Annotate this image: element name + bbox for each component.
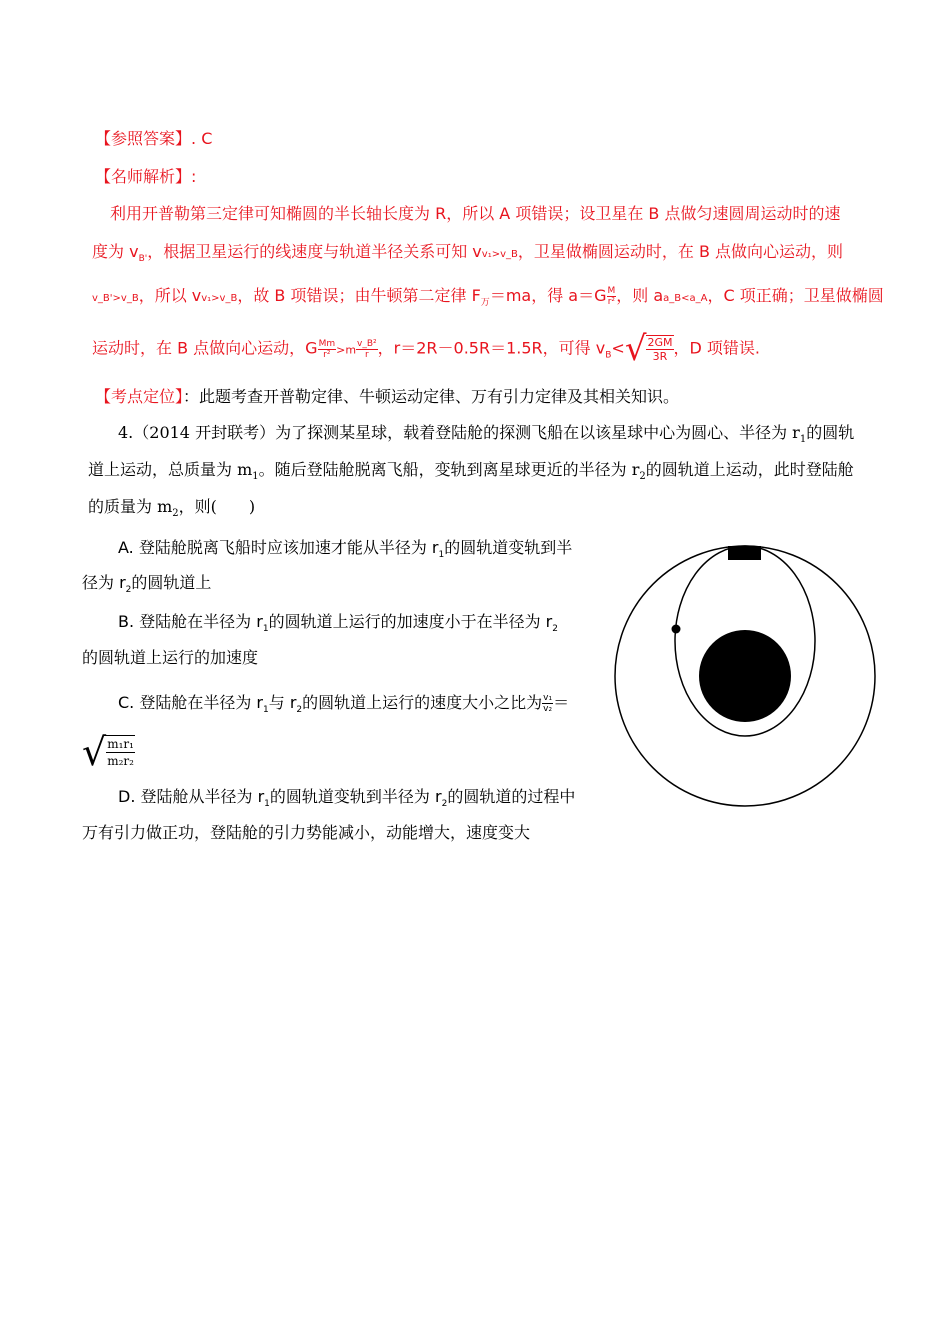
- question-line-2-end: 。随后登陆舱脱离飞船，变轨到离星球更近的半径为 r: [258, 460, 640, 479]
- analysis-line-2-b: ，根据卫星运行的线速度与轨道半径关系可知 v: [147, 242, 482, 261]
- option-c-text: C. 登陆舱在半径为 r: [118, 693, 264, 712]
- keypoint-line: [95, 386, 679, 408]
- question-line-3-text: 的质量为 m: [88, 497, 173, 516]
- option-d-line-2-text: 万有引力做正功，登陆舱的引力势能减小，动能增大，速度变大: [82, 823, 531, 842]
- frac-den: r²: [323, 349, 331, 360]
- option-a-line-2-text: 径为 r: [82, 573, 126, 592]
- r2-sub: 2: [296, 705, 303, 716]
- analysis-line-4-a: 运动时，在 B 点做向心运动，G: [92, 338, 318, 358]
- question-line-2-end2: 的圆轨道上运动，此时登陆舱: [645, 460, 854, 479]
- question-line-2: [88, 459, 854, 488]
- answer-value: . C: [191, 129, 213, 148]
- gt-m: >m: [336, 343, 357, 357]
- r1-sub: 1: [799, 434, 807, 446]
- frac-den: r²: [607, 297, 616, 307]
- frac-num: M: [607, 286, 616, 296]
- frac-den: r: [365, 349, 369, 360]
- frac-num: 2GM: [647, 336, 673, 349]
- aB-lt-aA: a_B<a_A: [663, 293, 708, 304]
- equals-sign: ＝: [553, 693, 570, 712]
- question-line-1-end: 的圆轨: [806, 423, 855, 442]
- vB-prime-sub: B': [138, 254, 148, 265]
- orbit-diagram: [610, 540, 882, 812]
- option-b-text: B. 登陆舱在半径为 r: [118, 612, 263, 631]
- m1-sub: 1: [252, 471, 259, 483]
- F-sub: 万: [480, 298, 490, 309]
- analysis-line-4-b: ，r＝2R－0.5R＝1.5R，可得 v: [377, 338, 606, 358]
- sqrt-m1r1-m2r2: [82, 730, 135, 774]
- option-c-end: 的圆轨道上运行的速度大小之比为: [302, 693, 543, 712]
- analysis-line-3-a: ，所以 v: [138, 286, 202, 305]
- question-line-3: [88, 496, 255, 525]
- frac-num: m₁r₁: [107, 737, 134, 751]
- frac-den: v₂: [543, 704, 553, 714]
- analysis-line-3: [92, 285, 884, 314]
- option-c-sqrt: [82, 730, 135, 774]
- analysis-line-2-c: ，卫星做椭圆运动时，在 B 点做向心运动，则: [517, 242, 844, 261]
- analysis-line-3-c: ＝ma，得 a＝G: [489, 286, 607, 305]
- r2-sub: 2: [639, 471, 646, 483]
- sqrt-2GM-3R: [624, 329, 674, 369]
- frac-den: 3R: [652, 350, 668, 363]
- question-line-1: [118, 422, 854, 451]
- option-d-text: D. 登陆舱从半径为 r: [118, 787, 265, 806]
- option-b-line-2-text: 的圆轨道上运行的加速度: [82, 648, 259, 667]
- r2-sub: 2: [441, 799, 448, 810]
- option-c-line-1[interactable]: [118, 692, 569, 721]
- option-d-mid: 的圆轨道变轨到半径为 r: [269, 787, 442, 806]
- option-d-line-2: [82, 822, 530, 844]
- lt-sign: <: [611, 338, 625, 358]
- analysis-line-2: [92, 241, 843, 270]
- frac-num: v₁: [543, 693, 553, 703]
- m2-sub: 2: [172, 508, 179, 520]
- question-line-3-end: ，则( ): [178, 497, 256, 516]
- keypoint-text: ：此题考查开普勒定律、牛顿运动定律、万有引力定律及其相关知识。: [183, 387, 680, 406]
- analysis-line-4: [92, 329, 760, 369]
- r1-sub: 1: [263, 705, 269, 716]
- Mm-over-r2-fraction: [318, 339, 337, 360]
- keypoint-tag: 【考点定位】: [95, 387, 184, 406]
- spacecraft: [728, 546, 761, 560]
- analysis-tag: 【名师解析】: [95, 167, 192, 186]
- vB-sub: B: [605, 350, 612, 361]
- analysis-line-4-c: ，D 项错误.: [673, 338, 760, 358]
- analysis-line-2-a: 度为 v: [92, 242, 139, 261]
- option-a-line-2: [82, 572, 211, 601]
- r1-sub: 1: [264, 799, 270, 810]
- frac-num: Mm: [318, 338, 336, 349]
- frac-den: m₂r₂: [107, 754, 134, 768]
- option-c-mid: 与 r: [268, 693, 297, 712]
- r1-sub: 1: [438, 550, 445, 561]
- question-line-2-text: 道上运动，总质量为 m: [88, 460, 253, 479]
- vB2-over-r-fraction: [356, 339, 378, 360]
- question-line-1-text: 4.（2014 开封联考）为了探测某星球，载着登陆舱的探测飞船在以该星球中心为圆心、半径为 r: [118, 423, 800, 442]
- answer-line: [95, 128, 212, 150]
- v1-gt-vB-2: v₁>v_B: [201, 293, 238, 304]
- analysis-line-3-d: ，则 a: [616, 286, 664, 305]
- vB-prime-gt-vB: v_B'>v_B: [92, 293, 139, 304]
- analysis-line-3-b: ，故 B 项错误；由牛顿第二定律 F: [237, 286, 481, 305]
- radical-icon: √: [624, 329, 647, 369]
- analysis-line-3-e: ，C 项正确；卫星做椭圆: [707, 286, 884, 305]
- r2-sub: 2: [552, 624, 558, 635]
- option-d-end: 的圆轨道的过程中: [447, 787, 576, 806]
- r2-sub: 2: [125, 585, 132, 596]
- option-b-line-2: [82, 647, 258, 669]
- r1-sub: 1: [262, 624, 269, 635]
- radical-icon: √: [82, 730, 107, 774]
- option-d-line-1[interactable]: [118, 786, 575, 815]
- analysis-line-1: [110, 203, 840, 225]
- v1-gt-vB: v₁>v_B: [481, 249, 518, 260]
- lander-dot: [672, 625, 681, 634]
- option-a-line-1[interactable]: [118, 537, 572, 566]
- analysis-line-1-text: 利用开普勒第三定律可知椭圆的半长轴长度为 R，所以 A 项错误；设卫星在 B 点做匀速圆周运动时的速: [110, 204, 841, 223]
- option-a-line-2-end: 的圆轨道上: [131, 573, 212, 592]
- analysis-tag-line: [95, 166, 196, 188]
- answer-tag: 【参照答案】: [95, 129, 192, 148]
- M-over-r2-fraction: [607, 286, 617, 307]
- frac-num: v_B²: [357, 338, 377, 349]
- option-a-text: A. 登陆舱脱离飞船时应该加速才能从半径为 r: [118, 538, 439, 557]
- analysis-colon: :: [191, 167, 197, 186]
- planet: [699, 630, 791, 722]
- option-a-end: 的圆轨道变轨到半: [444, 538, 573, 557]
- option-b-mid: 的圆轨道上运行的加速度小于在半径为 r: [268, 612, 553, 631]
- v1-over-v2-fraction: [542, 693, 553, 714]
- option-b-line-1[interactable]: [118, 611, 558, 640]
